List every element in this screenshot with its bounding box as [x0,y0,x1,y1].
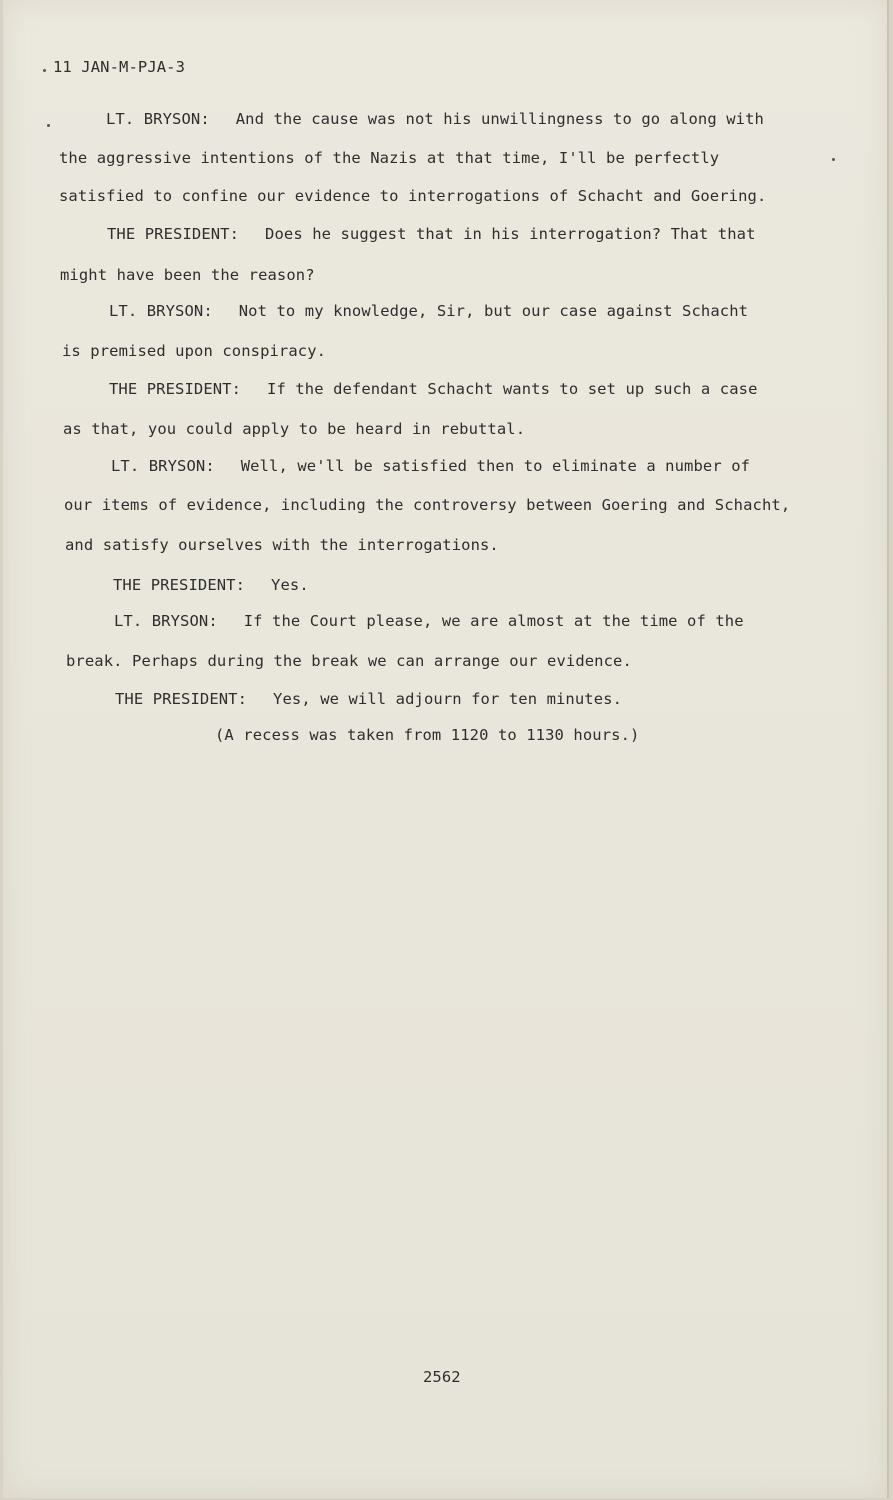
speaker-label: THE PRESIDENT: [113,576,246,594]
paragraph-line [109,380,758,398]
speaker-label: LT. BRYSON: [106,110,210,128]
margin-mark [43,69,46,72]
paragraph-line: is premised upon conspiracy. [62,342,327,360]
paragraph-line: as that, you could apply to be heard in rebuttal. [63,420,526,438]
recess-note: (A recess was taken from 1120 to 1130 hours.) [215,726,640,744]
dialogue-text: Yes, we will adjourn for ten minutes. [273,690,623,708]
paragraph-line: break. Perhaps during the break we can arrange our evidence. [66,652,632,670]
paragraph-line [109,302,748,320]
paragraph-line [106,110,764,128]
paragraph-line [107,225,756,243]
dialogue-text: And the cause was not his unwillingness to go along with [235,110,764,128]
paragraph-line: the aggressive intentions of the Nazis at that time, I'll be perfectly [59,149,720,167]
dialogue-text: Does he suggest that in his interrogation? That that [265,225,756,243]
paragraph-line: our items of evidence, including the controversy between Goering and Schacht, [64,496,791,514]
paragraph-line: might have been the reason? [60,266,315,284]
paragraph-line: satisfied to confine our evidence to interrogations of Schacht and Goering. [59,187,767,205]
dialogue-text: Not to my knowledge, Sir, but our case against Schacht [238,302,749,320]
speaker-label: LT. BRYSON: [109,302,213,320]
paragraph-line [111,457,750,475]
dialogue-text: If the Court please, we are almost at the time of the [243,612,744,630]
page-number: 2562 [423,1368,461,1386]
paragraph-line: and satisfy ourselves with the interrogations. [65,536,499,554]
dialogue-text: Yes. [271,576,309,594]
paragraph-line [115,690,622,708]
document-header: 11 JAN-M-PJA-3 [53,58,186,76]
paragraph-line [113,576,309,594]
speaker-label: THE PRESIDENT: [115,690,248,708]
margin-mark [47,124,50,127]
paragraph-line [114,612,744,630]
speaker-label: LT. BRYSON: [114,612,218,630]
dialogue-text: If the defendant Schacht wants to set up such a case [267,380,758,398]
speaker-label: THE PRESIDENT: [109,380,242,398]
document-page [3,0,889,1498]
dialogue-text: Well, we'll be satisfied then to eliminate a number of [240,457,751,475]
speaker-label: THE PRESIDENT: [107,225,240,243]
margin-mark [832,158,835,161]
speaker-label: LT. BRYSON: [111,457,215,475]
